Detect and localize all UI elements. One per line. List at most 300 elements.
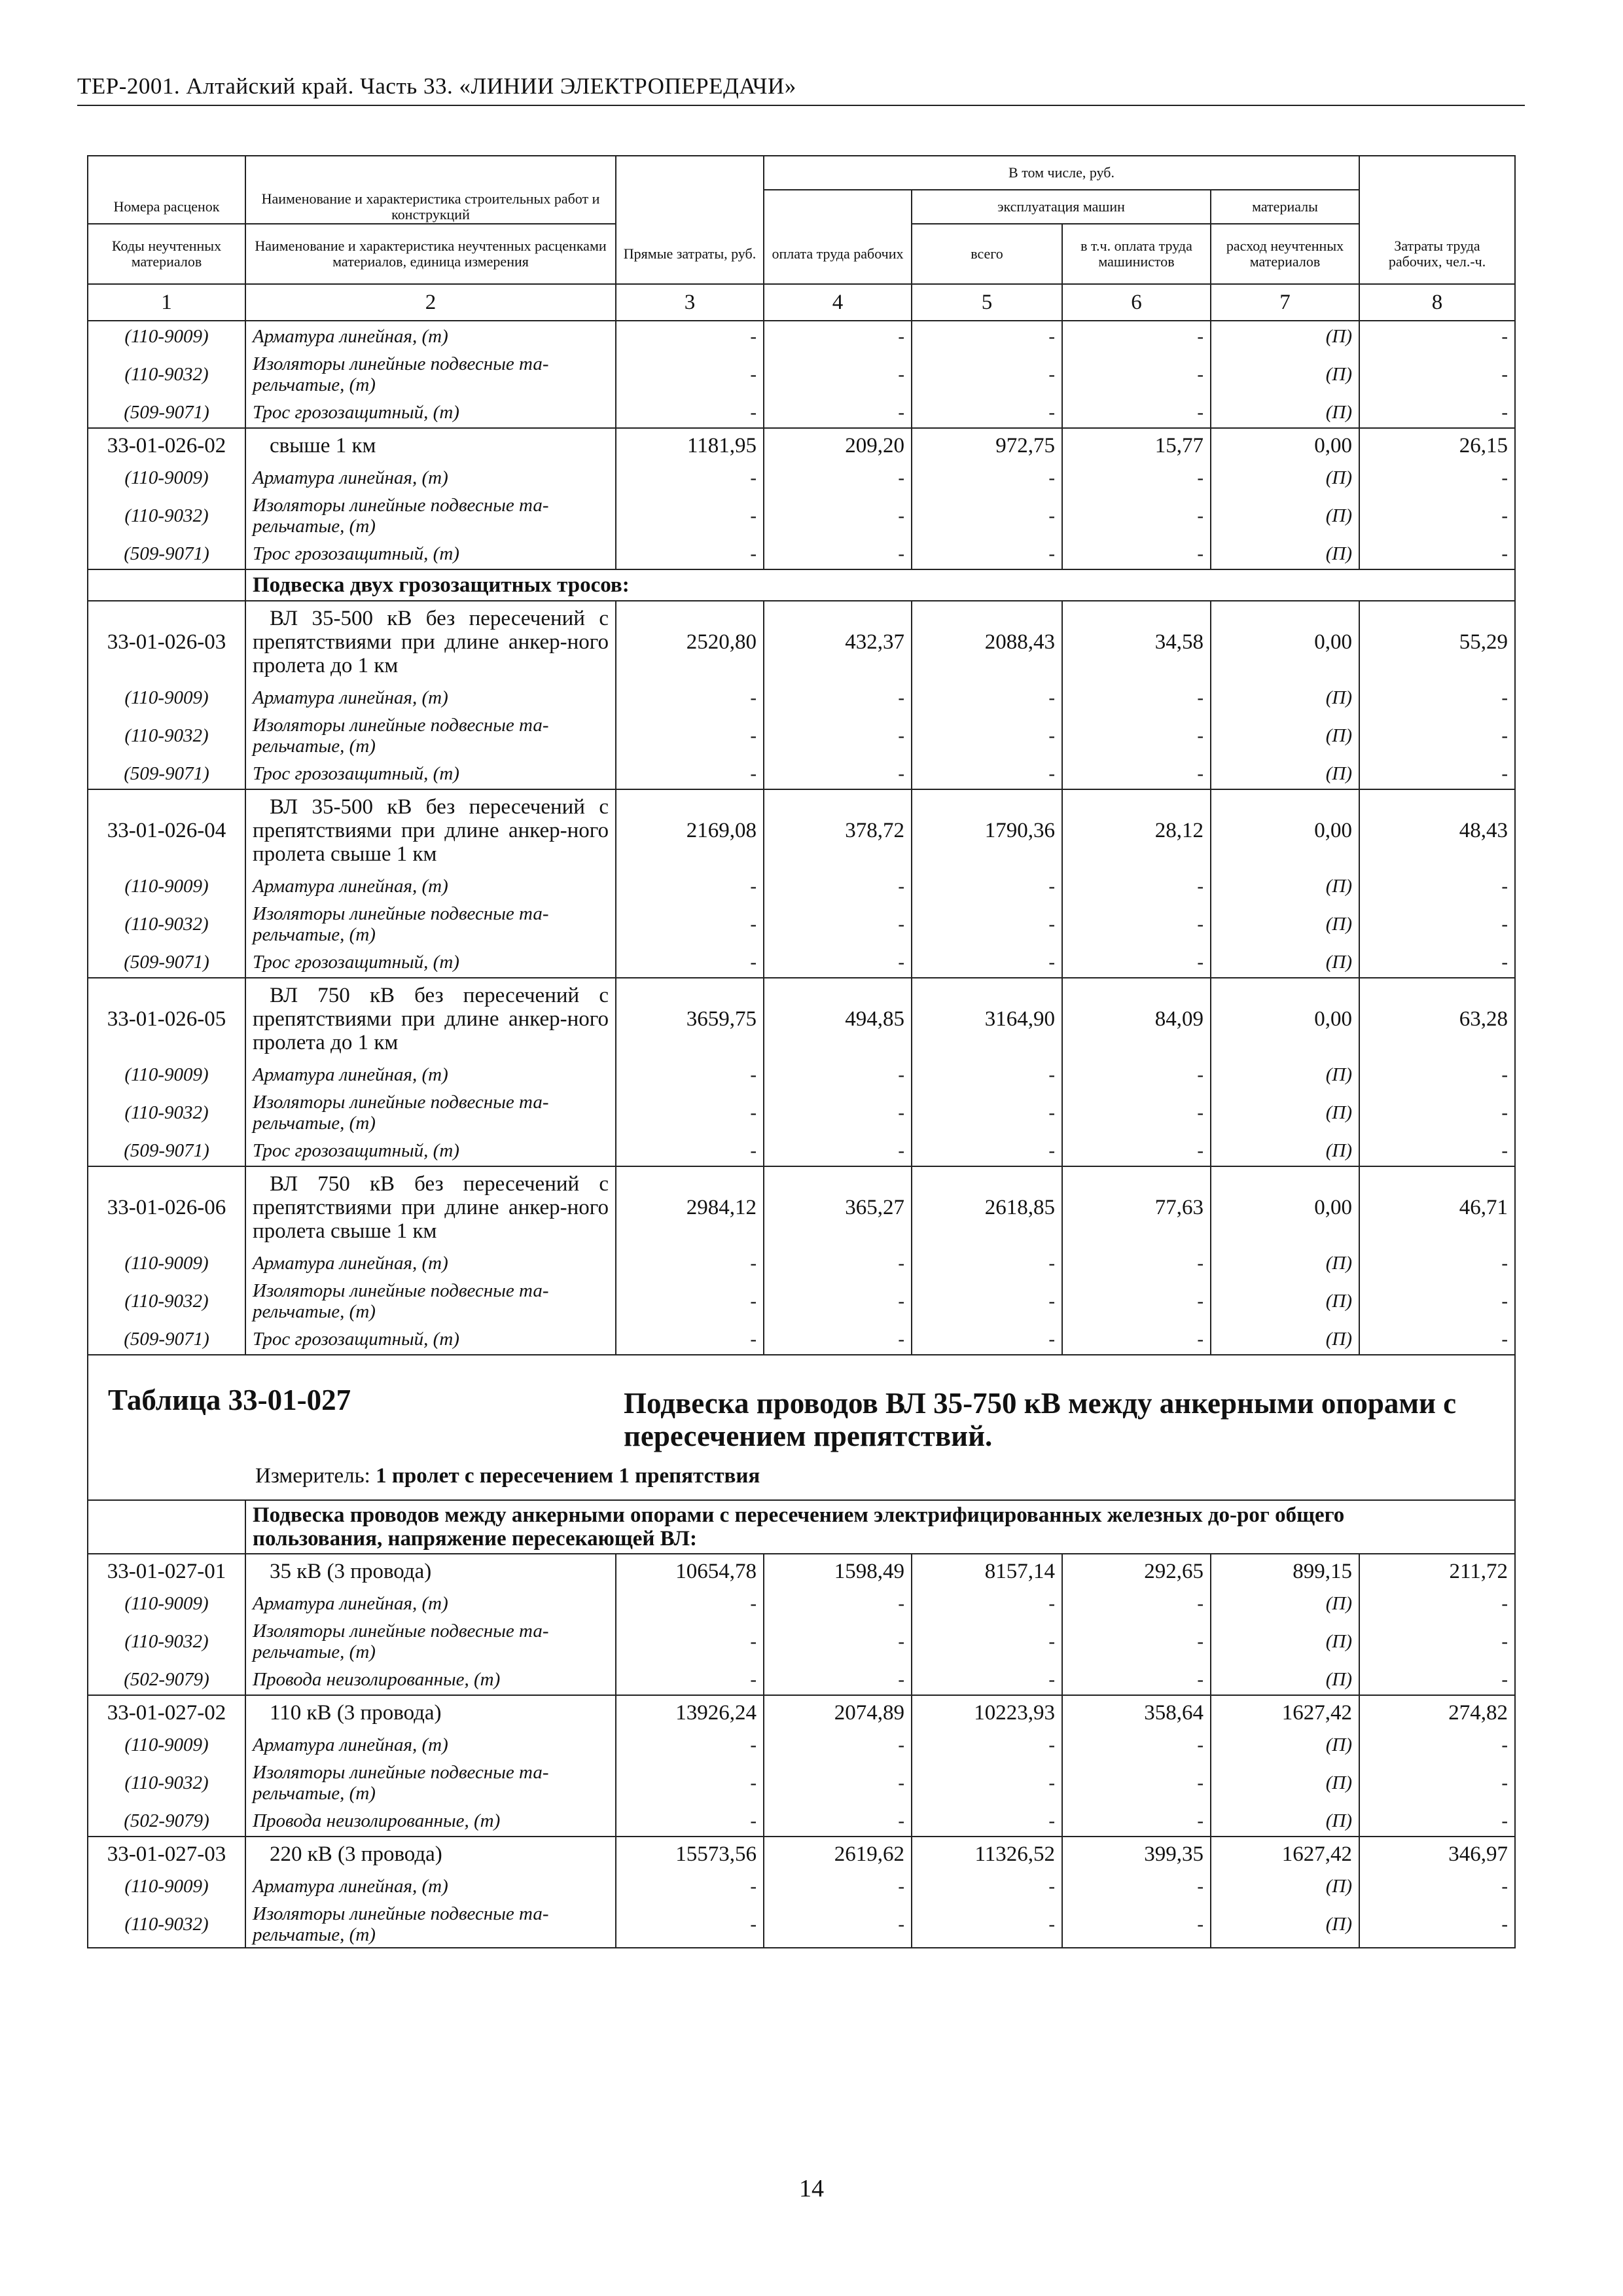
material-dash: - [1359,1806,1515,1837]
table-027-title-cell [88,1355,1515,1500]
material-dash: - [1359,1588,1515,1619]
material-code: (110-9032) [88,901,245,947]
material-dash: - [616,463,764,493]
material-mark: (П) [1211,1730,1359,1760]
rate-name: свыше 1 км [245,428,616,463]
material-dash: - [1359,1060,1515,1090]
material-dash: - [764,1090,912,1136]
material-name: Изоляторы линейные подвесные та-рельчатые, (т) [245,1090,616,1136]
material-dash: - [912,1136,1062,1166]
materials-cost: 1627,42 [1211,1837,1359,1871]
rate-name: ВЛ 750 кВ без пересечений с препятствиями при длине анкер-ного пролета свыше 1 км [245,1166,616,1248]
material-code: (509-9071) [88,1324,245,1355]
material-dash: - [616,1278,764,1324]
material-name: Трос грозозащитный, (т) [245,539,616,569]
material-dash: - [1359,947,1515,978]
material-name: Изоляторы линейные подвесные та-рельчатые, (т) [245,493,616,539]
material-mark: (П) [1211,1588,1359,1619]
material-dash: - [764,1136,912,1166]
running-head: ТЕР-2001. Алтайский край. Часть 33. «ЛИНИИ ЭЛЕКТРОПЕРЕДАЧИ» [77,73,796,99]
material-dash: - [1062,1324,1211,1355]
material-mark: (П) [1211,1619,1359,1664]
material-dash: - [764,683,912,713]
labor-hours: 46,71 [1359,1166,1515,1248]
material-name: Изоляторы линейные подвесные та-рельчатые, (т) [245,1278,616,1324]
material-dash: - [1062,1060,1211,1090]
material-dash: - [616,871,764,901]
material-name: Арматура линейная, (т) [245,321,616,351]
material-code: (110-9009) [88,463,245,493]
material-dash: - [1359,713,1515,759]
material-dash: - [764,1278,912,1324]
materials-cost: 0,00 [1211,601,1359,683]
material-dash: - [912,1760,1062,1806]
material-dash: - [764,901,912,947]
material-dash: - [912,1730,1062,1760]
material-name: Арматура линейная, (т) [245,1588,616,1619]
material-row [88,1901,1515,1948]
material-mark: (П) [1211,397,1359,428]
material-name: Трос грозозащитный, (т) [245,1136,616,1166]
materials-cost: 0,00 [1211,789,1359,871]
material-dash: - [616,1588,764,1619]
material-dash: - [1062,947,1211,978]
material-dash: - [1359,1278,1515,1324]
material-row [88,539,1515,569]
rate-code: 33-01-027-02 [88,1695,245,1730]
material-dash: - [764,1324,912,1355]
material-row [88,1619,1515,1664]
rate-row [88,978,1515,1060]
material-mark: (П) [1211,759,1359,789]
machines-total: 3164,90 [912,978,1062,1060]
material-dash: - [1062,321,1211,351]
material-dash: - [616,1248,764,1278]
table-027-measure [255,1464,760,1488]
material-code: (110-9009) [88,871,245,901]
material-name: Провода неизолированные, (т) [245,1664,616,1695]
material-name: Арматура линейная, (т) [245,1248,616,1278]
material-row [88,1060,1515,1090]
material-dash: - [616,1664,764,1695]
material-dash: - [616,947,764,978]
rate-name: 35 кВ (3 провода) [245,1554,616,1588]
material-row [88,397,1515,428]
material-name: Изоляторы линейные подвесные та-рельчатые, (т) [245,1619,616,1664]
material-code: (509-9071) [88,539,245,569]
material-dash: - [764,1871,912,1901]
measure-value: 1 пролет с пересечением 1 препятствия [376,1464,760,1488]
header-spacer-8 [1359,156,1515,190]
material-dash: - [1359,463,1515,493]
material-dash: - [764,321,912,351]
material-mark: (П) [1211,1090,1359,1136]
rate-name: 110 кВ (3 провода) [245,1695,616,1730]
section-code-cell [88,1500,245,1554]
material-code: (509-9071) [88,1136,245,1166]
material-dash: - [764,351,912,397]
material-dash: - [1359,1901,1515,1948]
labor-hours: 26,15 [1359,428,1515,463]
material-dash: - [1062,351,1211,397]
material-dash: - [616,539,764,569]
operators-pay: 292,65 [1062,1554,1211,1588]
header-spacer-3b [616,190,764,224]
labor-pay: 365,27 [764,1166,912,1248]
material-dash: - [764,1619,912,1664]
material-dash: - [912,463,1062,493]
measure-prefix: Измеритель: [255,1464,370,1488]
material-dash: - [1359,493,1515,539]
rate-row [88,1695,1515,1730]
table-027-label: Таблица 33-01-027 [108,1384,351,1416]
material-dash: - [1062,1760,1211,1806]
material-dash: - [912,759,1062,789]
material-code: (509-9071) [88,397,245,428]
material-mark: (П) [1211,713,1359,759]
rate-row [88,789,1515,871]
rate-row [88,428,1515,463]
material-row [88,1871,1515,1901]
header-spacer-2 [245,156,616,190]
labor-hours: 55,29 [1359,601,1515,683]
material-row [88,1588,1515,1619]
rates-sheet [87,155,1514,1948]
material-dash: - [616,901,764,947]
material-row [88,1090,1515,1136]
rate-code: 33-01-027-01 [88,1554,245,1588]
materials-cost: 0,00 [1211,1166,1359,1248]
material-name: Арматура линейная, (т) [245,463,616,493]
material-code: (110-9032) [88,1090,245,1136]
table-header [88,156,1515,321]
material-dash: - [912,683,1062,713]
material-dash: - [1359,1090,1515,1136]
direct-costs: 3659,75 [616,978,764,1060]
material-mark: (П) [1211,1760,1359,1806]
material-code: (110-9032) [88,351,245,397]
table-body [88,321,1515,1948]
material-row [88,493,1515,539]
labor-hours: 211,72 [1359,1554,1515,1588]
material-dash: - [912,713,1062,759]
material-row [88,1324,1515,1355]
header-machines-total: всего [912,224,1062,284]
materials-cost: 899,15 [1211,1554,1359,1588]
material-dash: - [1062,759,1211,789]
material-dash: - [764,1760,912,1806]
header-operators-pay: в т.ч. оплата труда машинистов [1062,224,1211,284]
material-dash: - [912,351,1062,397]
material-dash: - [764,1730,912,1760]
material-name: Изоляторы линейные подвесные та-рельчатые, (т) [245,1901,616,1948]
labor-pay: 209,20 [764,428,912,463]
material-dash: - [912,539,1062,569]
materials-cost: 1627,42 [1211,1695,1359,1730]
material-dash: - [1359,1324,1515,1355]
material-dash: - [1062,713,1211,759]
material-dash: - [616,1324,764,1355]
material-dash: - [912,947,1062,978]
material-dash: - [1062,397,1211,428]
material-mark: (П) [1211,1278,1359,1324]
material-dash: - [1062,1871,1211,1901]
material-dash: - [764,1060,912,1090]
material-dash: - [1359,1136,1515,1166]
material-dash: - [764,871,912,901]
labor-hours: 274,82 [1359,1695,1515,1730]
material-row [88,901,1515,947]
rate-name: ВЛ 35-500 кВ без пересечений с препятствиями при длине анкер-ного пролета до 1 км [245,601,616,683]
material-dash: - [616,351,764,397]
material-row [88,759,1515,789]
material-row [88,1806,1515,1837]
direct-costs: 2169,08 [616,789,764,871]
material-dash: - [912,1588,1062,1619]
material-mark: (П) [1211,901,1359,947]
rate-code: 33-01-027-03 [88,1837,245,1871]
material-mark: (П) [1211,683,1359,713]
material-dash: - [616,1806,764,1837]
material-code: (502-9079) [88,1664,245,1695]
col-number-8: 8 [1359,284,1515,321]
section-heading: Подвеска двух грозозащитных тросов: [245,569,1515,601]
material-dash: - [616,1730,764,1760]
material-dash: - [912,871,1062,901]
material-mark: (П) [1211,539,1359,569]
material-row [88,683,1515,713]
direct-costs: 13926,24 [616,1695,764,1730]
rate-name: 220 кВ (3 провода) [245,1837,616,1871]
material-dash: - [1062,1901,1211,1948]
direct-costs: 10654,78 [616,1554,764,1588]
col-number-3: 3 [616,284,764,321]
operators-pay: 84,09 [1062,978,1211,1060]
rate-code: 33-01-026-06 [88,1166,245,1248]
material-dash: - [912,1060,1062,1090]
header-spacer-1 [88,156,245,190]
material-row [88,321,1515,351]
material-dash: - [912,493,1062,539]
material-row [88,351,1515,397]
material-dash: - [616,1090,764,1136]
material-dash: - [912,1664,1062,1695]
material-dash: - [1359,351,1515,397]
machines-total: 10223,93 [912,1695,1062,1730]
material-row [88,947,1515,978]
material-mark: (П) [1211,947,1359,978]
machines-total: 11326,52 [912,1837,1062,1871]
material-dash: - [616,397,764,428]
material-code: (110-9009) [88,1588,245,1619]
material-name: Изоляторы линейные подвесные та-рельчатые, (т) [245,351,616,397]
material-code: (110-9032) [88,1619,245,1664]
labor-pay: 1598,49 [764,1554,912,1588]
header-unaccounted-codes: Коды неучтенных материалов [88,224,245,284]
material-dash: - [1359,539,1515,569]
material-dash: - [1359,683,1515,713]
operators-pay: 34,58 [1062,601,1211,683]
header-spacer-4 [764,190,912,224]
material-name: Трос грозозащитный, (т) [245,1324,616,1355]
header-work-name: Наименование и характеристика строительных работ и конструкций [245,190,616,224]
material-dash: - [764,463,912,493]
material-dash: - [912,1901,1062,1948]
table-027-caption: Подвеска проводов ВЛ 35-750 кВ между анкерными опорами с пересечением препятствий. [624,1387,1457,1452]
header-spacer-8b [1359,190,1515,224]
section-heading: Подвеска проводов между анкерными опорами с пересечением электрифицированных железных до-рог общего пользования, напряжение пересекающей ВЛ: [245,1500,1515,1554]
material-code: (509-9071) [88,947,245,978]
material-code: (110-9032) [88,1278,245,1324]
material-dash: - [1359,1664,1515,1695]
material-dash: - [764,1901,912,1948]
materials-cost: 0,00 [1211,428,1359,463]
material-mark: (П) [1211,1136,1359,1166]
material-dash: - [616,1871,764,1901]
col-number-1: 1 [88,284,245,321]
material-dash: - [1062,871,1211,901]
material-dash: - [912,1324,1062,1355]
material-dash: - [1062,463,1211,493]
material-dash: - [616,683,764,713]
material-dash: - [912,321,1062,351]
labor-pay: 2619,62 [764,1837,912,1871]
material-row [88,1248,1515,1278]
material-dash: - [764,493,912,539]
material-dash: - [764,539,912,569]
labor-hours: 63,28 [1359,978,1515,1060]
material-dash: - [764,713,912,759]
material-dash: - [1062,1248,1211,1278]
material-dash: - [616,321,764,351]
header-rate-numbers: Номера расценок [88,190,245,224]
material-name: Арматура линейная, (т) [245,683,616,713]
material-dash: - [1062,1806,1211,1837]
section-row [88,569,1515,601]
material-dash: - [912,901,1062,947]
material-code: (110-9032) [88,1901,245,1948]
rate-name: ВЛ 35-500 кВ без пересечений с препятствиями при длине анкер-ного пролета свыше 1 км [245,789,616,871]
table-027-title-row [88,1355,1515,1500]
material-dash: - [616,759,764,789]
material-code: (110-9032) [88,1760,245,1806]
material-mark: (П) [1211,871,1359,901]
material-dash: - [1062,1278,1211,1324]
material-mark: (П) [1211,1806,1359,1837]
col-number-2: 2 [245,284,616,321]
material-name: Провода неизолированные, (т) [245,1806,616,1837]
operators-pay: 399,35 [1062,1837,1211,1871]
rate-row [88,1837,1515,1871]
material-dash: - [616,1060,764,1090]
header-unaccounted-use: расход неучтенных материалов [1211,224,1359,284]
material-dash: - [764,1248,912,1278]
machines-total: 2088,43 [912,601,1062,683]
section-code-cell [88,569,245,601]
material-dash: - [1359,397,1515,428]
header-direct-costs: Прямые затраты, руб. [616,224,764,284]
material-dash: - [764,1588,912,1619]
material-dash: - [1062,1090,1211,1136]
material-dash: - [616,1760,764,1806]
material-dash: - [616,1901,764,1948]
material-code: (110-9009) [88,1730,245,1760]
material-row [88,1136,1515,1166]
material-dash: - [1062,1730,1211,1760]
rate-row [88,1166,1515,1248]
material-name: Арматура линейная, (т) [245,1060,616,1090]
machines-total: 1790,36 [912,789,1062,871]
material-dash: - [1359,1760,1515,1806]
material-code: (110-9009) [88,683,245,713]
material-dash: - [1359,871,1515,901]
material-dash: - [912,1090,1062,1136]
material-dash: - [1359,1730,1515,1760]
material-mark: (П) [1211,321,1359,351]
material-name: Арматура линейная, (т) [245,1730,616,1760]
material-row [88,1664,1515,1695]
header-labor-costs: Затраты труда рабочих, чел.-ч. [1359,224,1515,284]
material-dash: - [912,1619,1062,1664]
material-dash: - [1062,1136,1211,1166]
machines-total: 8157,14 [912,1554,1062,1588]
header-rule [77,105,1525,106]
labor-hours: 346,97 [1359,1837,1515,1871]
rate-name: ВЛ 750 кВ без пересечений с препятствиями при длине анкер-ного пролета до 1 км [245,978,616,1060]
material-mark: (П) [1211,1248,1359,1278]
header-including: В том числе, руб. [764,156,1359,190]
material-mark: (П) [1211,1871,1359,1901]
operators-pay: 15,77 [1062,428,1211,463]
material-row [88,1760,1515,1806]
rate-code: 33-01-026-03 [88,601,245,683]
material-mark: (П) [1211,1901,1359,1948]
operators-pay: 28,12 [1062,789,1211,871]
col-number-6: 6 [1062,284,1211,321]
material-name: Трос грозозащитный, (т) [245,397,616,428]
material-dash: - [616,493,764,539]
col-number-7: 7 [1211,284,1359,321]
material-dash: - [1062,901,1211,947]
material-code: (110-9009) [88,1060,245,1090]
machines-total: 972,75 [912,428,1062,463]
operators-pay: 77,63 [1062,1166,1211,1248]
direct-costs: 2520,80 [616,601,764,683]
labor-pay: 494,85 [764,978,912,1060]
section-row [88,1500,1515,1554]
operators-pay: 358,64 [1062,1695,1211,1730]
material-dash: - [912,1248,1062,1278]
header-spacer-3 [616,156,764,190]
material-dash: - [1359,1871,1515,1901]
material-name: Изоляторы линейные подвесные та-рельчатые, (т) [245,713,616,759]
labor-pay: 378,72 [764,789,912,871]
material-name: Трос грозозащитный, (т) [245,759,616,789]
material-dash: - [1359,1248,1515,1278]
materials-cost: 0,00 [1211,978,1359,1060]
material-row [88,1730,1515,1760]
header-labor-pay: оплата труда рабочих [764,224,912,284]
material-dash: - [764,1664,912,1695]
col-number-4: 4 [764,284,912,321]
material-dash: - [764,1806,912,1837]
material-mark: (П) [1211,493,1359,539]
material-mark: (П) [1211,1060,1359,1090]
material-row [88,713,1515,759]
labor-pay: 432,37 [764,601,912,683]
header-machine-operation: эксплуатация машин [912,190,1211,224]
material-code: (110-9009) [88,321,245,351]
